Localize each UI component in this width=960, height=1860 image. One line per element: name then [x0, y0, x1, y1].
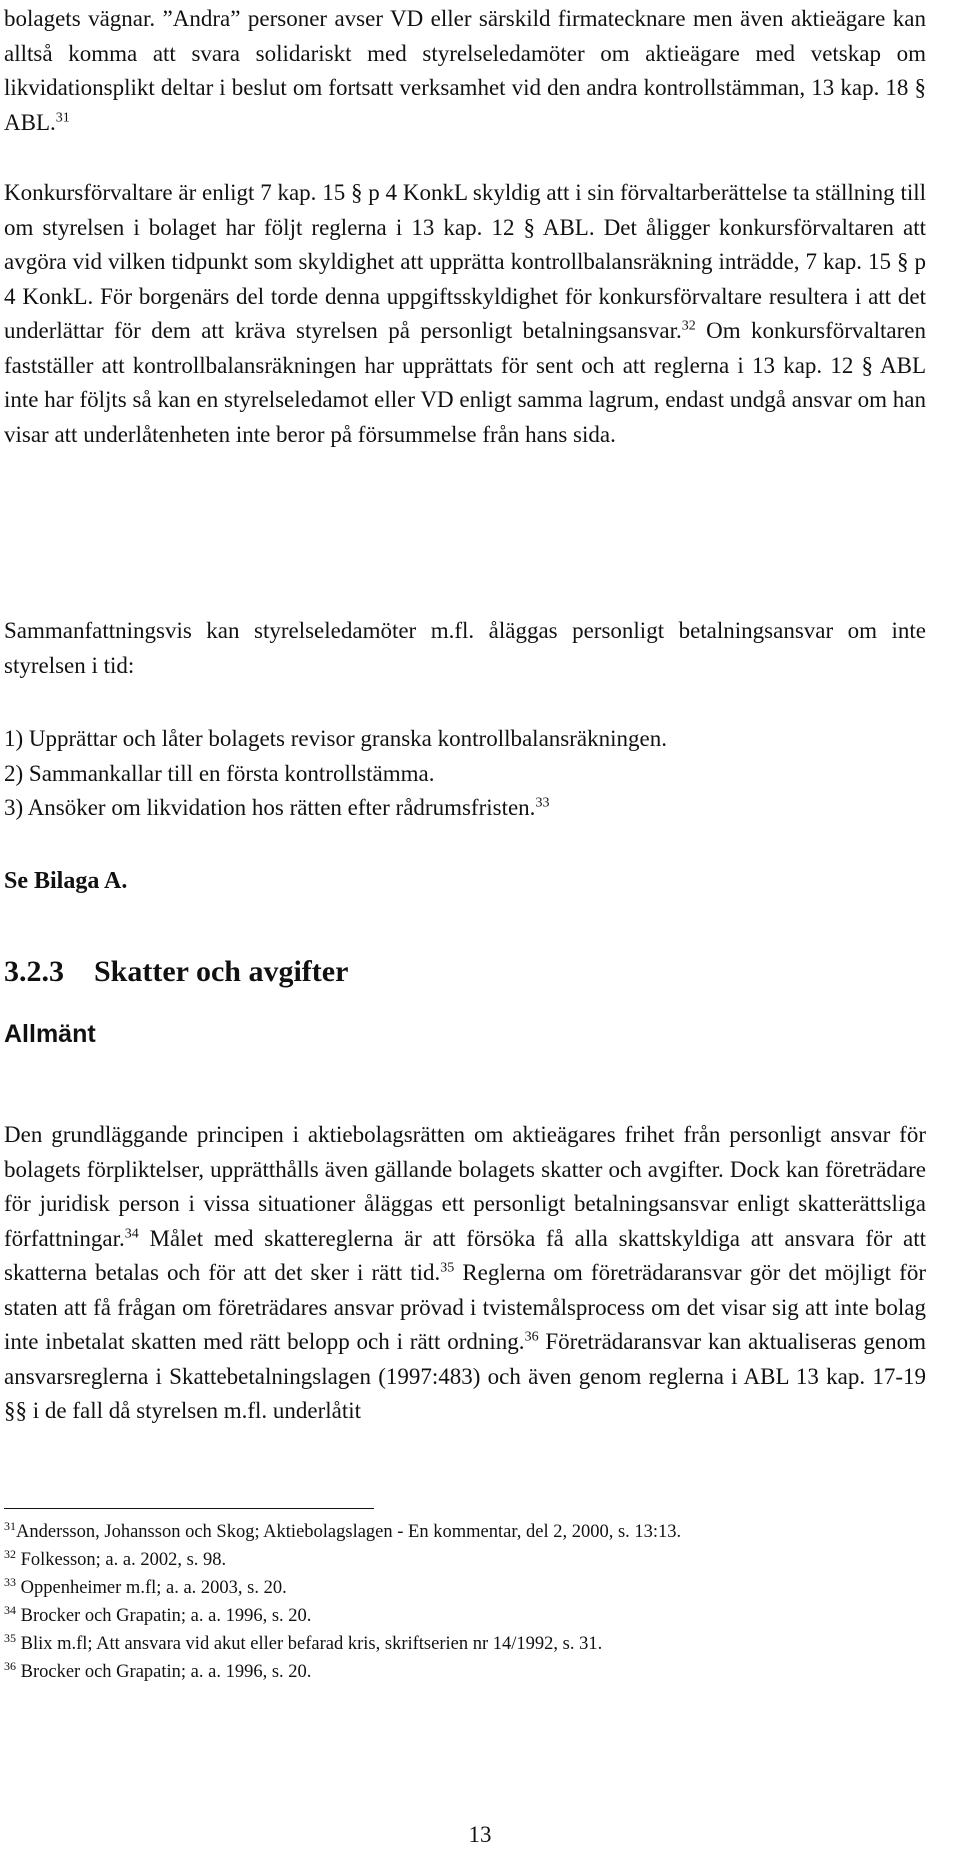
paragraph-text: Om konkursförvaltaren fastställer att kontrollbalansräkningen har upprättats för sent och att reglerna i 13 kap. 12 § ABL inte har följts så kan en styrelseledamot eller VD enligt samma lagrum, endast undgå ansvar om han visar att underlåtenheten inte beror på försummelse från hans sida. [4, 318, 926, 447]
paragraph-text: Sammanfattningsvis kan styrelseledamöter m.fl. åläggas personligt betalningsansvar om inte styrelsen i tid: [4, 618, 926, 678]
footnotes [4, 1518, 926, 1686]
paragraph-text: Den grundläggande principen i aktiebolagsrätten om aktieägares frihet från personligt ansvar för bolagets förpliktelser, upprätthålls även gällande bolagets skatter och avgifter. Dock kan företrädare för juridisk person i vissa situationer åläggas ett personligt betalningsansvar enligt skatterättsliga författningar. [4, 1122, 926, 1251]
footnote-ref-33: 33 [535, 795, 550, 811]
footnote-ref-36: 36 [524, 1329, 539, 1345]
section-heading [4, 955, 348, 989]
subheading: Allmänt [4, 1020, 96, 1048]
footnote-ref-32: 32 [681, 318, 696, 334]
footnote [4, 1518, 926, 1546]
footnote-number: 35 [4, 1630, 16, 1645]
footnote-separator [4, 1508, 374, 1509]
footnote-text: Folkesson; a. a. 2002, s. 98. [16, 1550, 227, 1570]
footnote-ref-34: 34 [124, 1225, 139, 1241]
footnote-text: Brocker och Grapatin; a. a. 1996, s. 20. [16, 1662, 312, 1682]
list-item [4, 791, 926, 826]
bilaga-reference: Se Bilaga A. [4, 868, 128, 894]
footnote [4, 1630, 926, 1658]
footnote [4, 1546, 926, 1574]
page-number: 13 [468, 1822, 492, 1847]
paragraph-text: Reglerna om företrädaransvar gör det möjligt för staten att få frågan om företrädares ansvar prövad i tvistemålsprocess om det visar sig att inte bolag inte inbetalat skatten med rätt belopp och i rätt ordning. [4, 1260, 926, 1354]
paragraph-text: bolagets vägnar. ”Andra” personer avser VD eller särskild firmatecknare men även aktieägare kan alltså komma att svara solidariskt med styrelseledamöter om aktieägare med vetskap om likvidationsplikt deltar i beslut om fortsatt verksamhet vid den andra kontrollstämman, 13 kap. 18 § ABL. [4, 6, 926, 135]
footnote-ref-35: 35 [440, 1260, 455, 1276]
footnote [4, 1658, 926, 1686]
paragraph-text: Företrädaransvar kan aktualiseras genom ansvarsreglerna i Skattebetalningslagen (1997:483) och även genom reglerna i ABL 13 kap. 17-19 §§ i de fall då styrelsen m.fl. underlåtit [4, 1329, 927, 1423]
section-number: 3.2.3 [4, 955, 64, 988]
footnote-number: 31 [4, 1518, 16, 1533]
footnote [4, 1574, 926, 1602]
footnote-number: 34 [4, 1602, 16, 1617]
paragraph-sammanfattningsvis [4, 614, 926, 683]
paragraph-text: Konkursförvaltare är enligt 7 kap. 15 § p 4 KonkL skyldig att i sin förvaltarberättelse ta ställning till om styrelsen i bolaget har följt reglerna i 13 kap. 12 § ABL. Det åligger konkursförvaltaren att avgöra vid vilken tidpunkt som skyldighet att upprätta kontrollbalansräkning inträdde, 7 kap. 15 § p 4 KonkL. För borgenärs del torde denna uppgiftsskyldighet för konkursförvaltare resultera i att det underlättar för dem att kräva styrelsen på personligt betalningsansvar. [4, 180, 926, 343]
footnote-text: Andersson, Johansson och Skog; Aktiebolagslagen - En kommentar, del 2, 2000, s. 13:13. [16, 1522, 682, 1542]
list-item: 1) Upprättar och låter bolagets revisor granska kontrollbalansräkningen. [4, 726, 667, 751]
footnote-number: 36 [4, 1658, 16, 1673]
footnote [4, 1602, 926, 1630]
paragraph-andra-personer [4, 2, 926, 140]
list-item: 2) Sammankallar till en första kontrollstämma. [4, 760, 435, 786]
paragraph-text: Målet med skattereglerna är att försöka få alla skattskyldiga att ansvara för att skatterna betalas och för att det sker i rätt tid. [4, 1225, 926, 1285]
section-title: Skatter och avgifter [94, 955, 349, 988]
paragraph-grundlaggande-principen [4, 1118, 926, 1429]
footnote-number: 32 [4, 1546, 16, 1561]
footnote-text: Brocker och Grapatin; a. a. 1996, s. 20. [16, 1606, 312, 1626]
paragraph-konkursforvaltare [4, 176, 926, 452]
numbered-list [4, 722, 926, 826]
footnote-text: Oppenheimer m.fl; a. a. 2003, s. 20. [16, 1578, 287, 1598]
list-item-text: 3) Ansöker om likvidation hos rätten efter rådrumsfristen. [4, 795, 536, 820]
footnote-text: Blix m.fl; Att ansvara vid akut eller befarad kris, skriftserien nr 14/1992, s. 31. [16, 1634, 603, 1654]
footnote-number: 33 [4, 1574, 16, 1589]
footnote-ref-31: 31 [55, 109, 70, 125]
